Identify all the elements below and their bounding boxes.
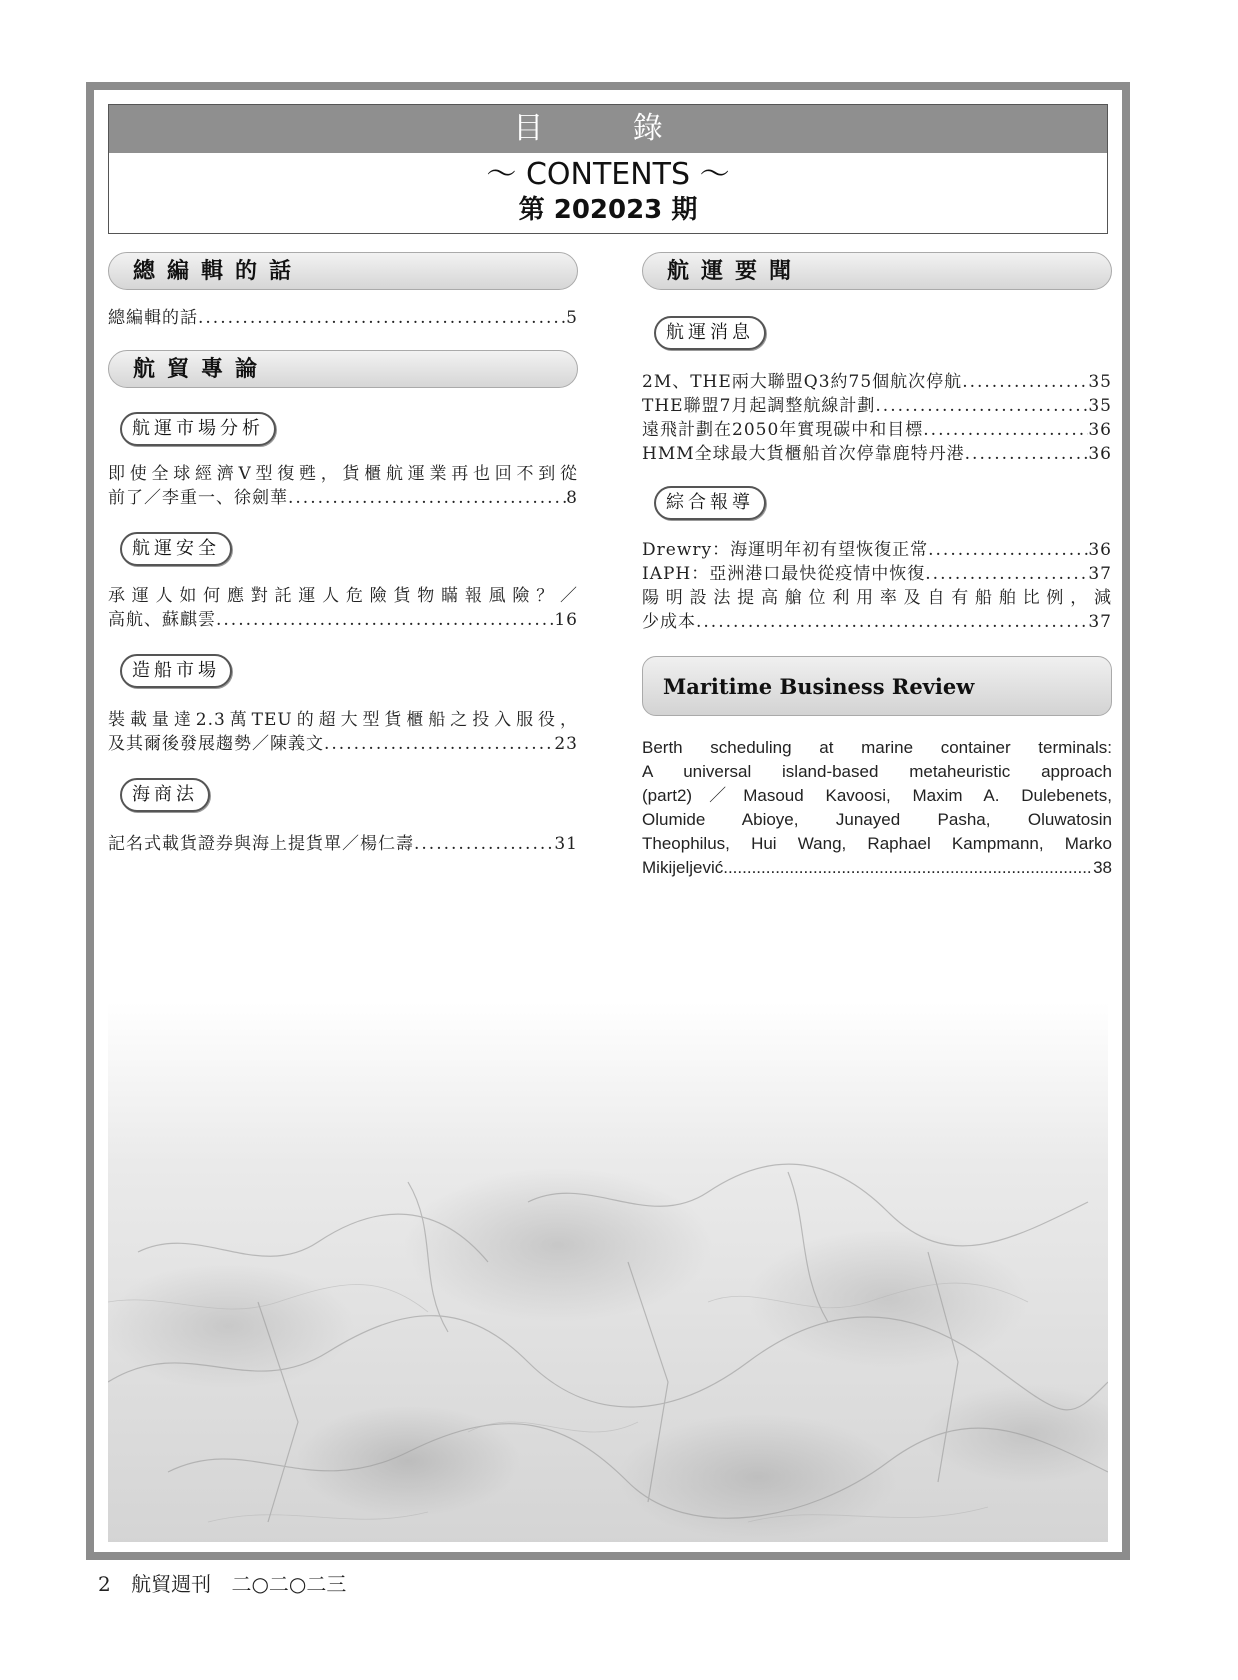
page-footer [98, 1568, 360, 1597]
leader-dots [696, 610, 1088, 634]
section-title-editor: 總編輯的話 [108, 252, 578, 290]
toc-entry[interactable] [642, 586, 1112, 634]
page-number: 16 [554, 610, 578, 630]
entry-title-line: Theophilus, Hui Wang, Raphael Kampmann, Marko [642, 834, 1112, 853]
contents-frame [86, 82, 1130, 1560]
header-title: 目 錄 [109, 105, 1107, 153]
toc-entry[interactable] [642, 538, 1112, 562]
page-number: 38 [1093, 858, 1112, 877]
marble-background-image [108, 1002, 1108, 1542]
page-number: 37 [1088, 564, 1112, 584]
leader-dots [324, 732, 554, 756]
subsection-title-reports: 綜合報導 [654, 486, 766, 520]
entry-title-line: 高航、蘇麒雲 [108, 610, 216, 630]
page-number: 31 [554, 834, 578, 854]
toc-entry[interactable] [642, 736, 1112, 880]
entry-title: 遠飛計劃在2050年實現碳中和目標 [642, 420, 924, 440]
toc-entry[interactable] [642, 418, 1112, 442]
subsection-title-news: 航運消息 [654, 316, 766, 350]
leader-dots [288, 486, 566, 510]
entry-title-line: (part2)／Masoud Kavoosi, Maxim A. Dulebenets, [642, 786, 1112, 805]
left-column [108, 252, 578, 856]
leader-dots [923, 418, 1088, 442]
report-entries [642, 538, 1112, 634]
contents-label: ～ CONTENTS ～ [486, 157, 730, 192]
page-number: 8 [566, 488, 578, 508]
entry-title: HMM全球最大貨櫃船首次停靠鹿特丹港 [642, 444, 965, 464]
section-title-maritime-business-review: Maritime Business Review [642, 656, 1112, 716]
toc-entry[interactable] [108, 462, 578, 510]
footer-page-number: 2 [98, 1572, 111, 1596]
entry-title-line: 陽明設法提高艙位利用率及自有船舶比例，減 [642, 588, 1112, 608]
page-number: 36 [1088, 444, 1112, 464]
toc-entry[interactable] [642, 562, 1112, 586]
right-column [642, 252, 1112, 880]
news-entries [642, 370, 1112, 466]
entry-title: Drewry：海運明年初有望恢復正常 [642, 540, 929, 560]
section-title-feature: 航貿專論 [108, 350, 578, 388]
leader-dots [962, 370, 1088, 394]
leader-dots [925, 562, 1088, 586]
entry-title: 2M、THE兩大聯盟Q3約75個航次停航 [642, 372, 963, 392]
section-title-shipping-news: 航運要聞 [642, 252, 1112, 290]
marble-veins [108, 1002, 1108, 1542]
toc-entry[interactable] [108, 584, 578, 632]
entry-title-line: Olumide Abioye, Junayed Pasha, Oluwatosin [642, 810, 1112, 829]
leader-dots [216, 608, 554, 632]
page-number: 23 [554, 734, 578, 754]
subsection-title-shipbuilding: 造船市場 [120, 654, 232, 688]
entry-title-line: Berth scheduling at marine container terminals: [642, 738, 1112, 757]
entry-title: THE聯盟7月起調整航線計劃 [642, 396, 876, 416]
entry-title: IAPH：亞洲港口最快從疫情中恢復 [642, 564, 926, 584]
entry-title-line: 即使全球經濟V型復甦，貨櫃航運業再也回不到從 [108, 464, 578, 484]
entry-title-line: 前了／李重一、徐劍華 [108, 488, 288, 508]
page-number: 35 [1088, 396, 1112, 416]
leader-dots [965, 442, 1089, 466]
page-number: 37 [1088, 612, 1112, 632]
entry-title-line: 及其爾後發展趨勢／陳義文 [108, 734, 324, 754]
entry-title-line: 承運人如何應對託運人危險貨物瞞報風險？／ [108, 586, 578, 606]
contents-header [108, 104, 1108, 234]
footer-issue: 二○二○二三 [231, 1572, 347, 1596]
leader-dots [875, 394, 1088, 418]
page-number: 36 [1088, 540, 1112, 560]
toc-entry[interactable] [642, 442, 1112, 466]
entry-title-line: A universal island-based metaheuristic approach [642, 762, 1112, 781]
subsection-title-market-analysis: 航運市場分析 [120, 412, 276, 446]
issue-label: 第 202023 期 [518, 195, 698, 225]
toc-entry[interactable] [642, 394, 1112, 418]
entry-title-line: 記名式載貨證券與海上提貨單／楊仁壽 [108, 834, 414, 854]
leader-dots [928, 538, 1088, 562]
toc-entry[interactable] [108, 306, 578, 330]
entry-title-line: Mikijeljević [642, 858, 724, 877]
subsection-title-maritime-law: 海商法 [120, 778, 210, 812]
toc-entry[interactable] [642, 370, 1112, 394]
leader-dots [723, 856, 1093, 880]
leader-dots [414, 832, 554, 856]
entry-title-line: 裝載量達2.3萬TEU的超大型貨櫃船之投入服役， [108, 710, 578, 730]
leader-dots [198, 306, 566, 330]
toc-entry[interactable] [108, 832, 578, 856]
entry-title: 總編輯的話 [108, 308, 198, 328]
toc-entry[interactable] [108, 708, 578, 756]
entry-title-line: 少成本 [642, 612, 696, 632]
subsection-title-shipping-safety: 航運安全 [120, 532, 232, 566]
footer-publication: 航貿週刊 [131, 1572, 212, 1596]
page-number: 35 [1088, 372, 1112, 392]
page-number: 5 [566, 308, 578, 328]
page-number: 36 [1088, 420, 1112, 440]
